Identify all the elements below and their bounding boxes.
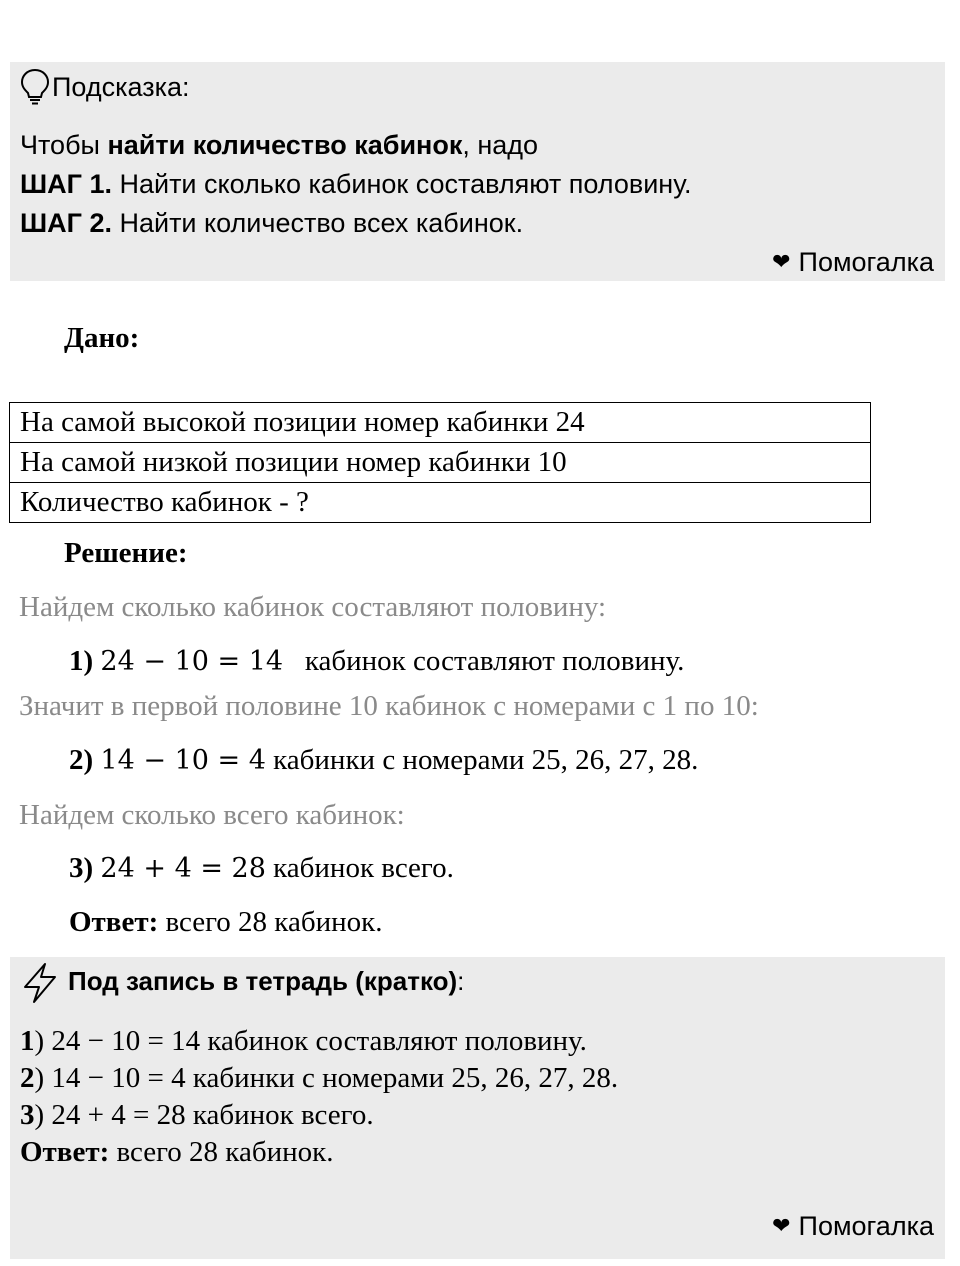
- notebook-brand: [772, 1211, 934, 1242]
- hint-brand: [772, 247, 934, 278]
- nb-l3-rest: ) 24 + 4 = 28 кабинок всего.: [34, 1099, 374, 1131]
- nb-answer-label: Ответ:: [20, 1136, 110, 1168]
- hint-line1-bold: найти количество кабинок: [107, 130, 463, 160]
- hint-line1-pre: Чтобы: [20, 130, 108, 160]
- hint-line-1: [20, 130, 538, 161]
- notebook-title: [68, 966, 464, 997]
- notebook-brand-label: Помогалка: [798, 1211, 934, 1241]
- hint-step2-text: Найти количество всех кабинок.: [111, 208, 524, 238]
- step3-text: кабинок всего.: [273, 852, 454, 884]
- step2-num: 2): [69, 744, 94, 776]
- heart-icon: ❤: [772, 249, 791, 274]
- given-table: [9, 402, 871, 523]
- step3-math: 24 + 4 = 28: [100, 853, 266, 884]
- solution-intro-3: Найдем сколько всего кабинок:: [19, 799, 405, 831]
- hint-step-1: [20, 169, 692, 200]
- notebook-line-1: [20, 1025, 587, 1058]
- notebook-line-3: [20, 1099, 374, 1132]
- answer-label: Ответ:: [69, 906, 159, 938]
- step1-num: 1): [69, 645, 94, 677]
- solution-intro-1: Найдем сколько кабинок составляют половину:: [19, 591, 607, 623]
- nb-l2-rest: ) 14 − 10 = 4 кабинки с номерами 25, 26, 27, 28.: [34, 1062, 619, 1094]
- nb-l1-rest: ) 24 − 10 = 14 кабинок составляют половину.: [34, 1025, 587, 1057]
- table-row: [10, 443, 871, 483]
- step2-math: 14 − 10 = 4: [100, 745, 266, 776]
- step3-num: 3): [69, 852, 94, 884]
- hint-step-2: [20, 208, 523, 239]
- solution-intro-2: Значит в первой половине 10 кабинок с номерами с 1 по 10:: [19, 690, 759, 722]
- hint-brand-label: Помогалка: [798, 247, 934, 277]
- notebook-title-text: Под запись в тетрадь (кратко): [68, 966, 458, 996]
- given-row-3: Количество кабинок - ?: [10, 483, 871, 523]
- hint-title: Подсказка:: [52, 72, 190, 102]
- hint-step1-text: Найти сколько кабинок составляют половину.: [111, 169, 692, 199]
- step1-math: 24 − 10 = 14: [100, 646, 284, 677]
- solution-title: Решение:: [64, 537, 188, 569]
- notebook-title-colon: :: [457, 966, 465, 996]
- given-row-1: На самой высокой позиции номер кабинки 24: [10, 403, 871, 443]
- nb-l2-num: 2: [20, 1062, 35, 1094]
- table-row: [10, 403, 871, 443]
- notebook-line-2: [20, 1062, 618, 1095]
- heart-icon: ❤: [772, 1213, 791, 1238]
- notebook-answer: [20, 1136, 333, 1169]
- solution-answer: [69, 906, 382, 939]
- lightning-icon: [20, 962, 60, 1004]
- step1-text: кабинок составляют половину.: [304, 645, 685, 677]
- solution-step-1: [69, 645, 684, 678]
- nb-l1-num: 1: [20, 1025, 35, 1057]
- hint-step2-label: ШАГ 2.: [20, 208, 112, 238]
- hint-step1-label: ШАГ 1.: [20, 169, 112, 199]
- solution-step-2: [69, 744, 698, 777]
- hint-line1-post: , надо: [462, 130, 539, 160]
- nb-answer-text: всего 28 кабинок.: [109, 1136, 334, 1168]
- table-row: [10, 483, 871, 523]
- given-title: Дано:: [64, 322, 140, 354]
- given-row-2: На самой низкой позиции номер кабинки 10: [10, 443, 871, 483]
- step2-text: кабинки с номерами 25, 26, 27, 28.: [273, 744, 699, 776]
- lightbulb-icon: [20, 68, 50, 106]
- solution-step-3: [69, 852, 454, 885]
- nb-l3-num: 3: [20, 1099, 35, 1131]
- answer-text: всего 28 кабинок.: [158, 906, 383, 938]
